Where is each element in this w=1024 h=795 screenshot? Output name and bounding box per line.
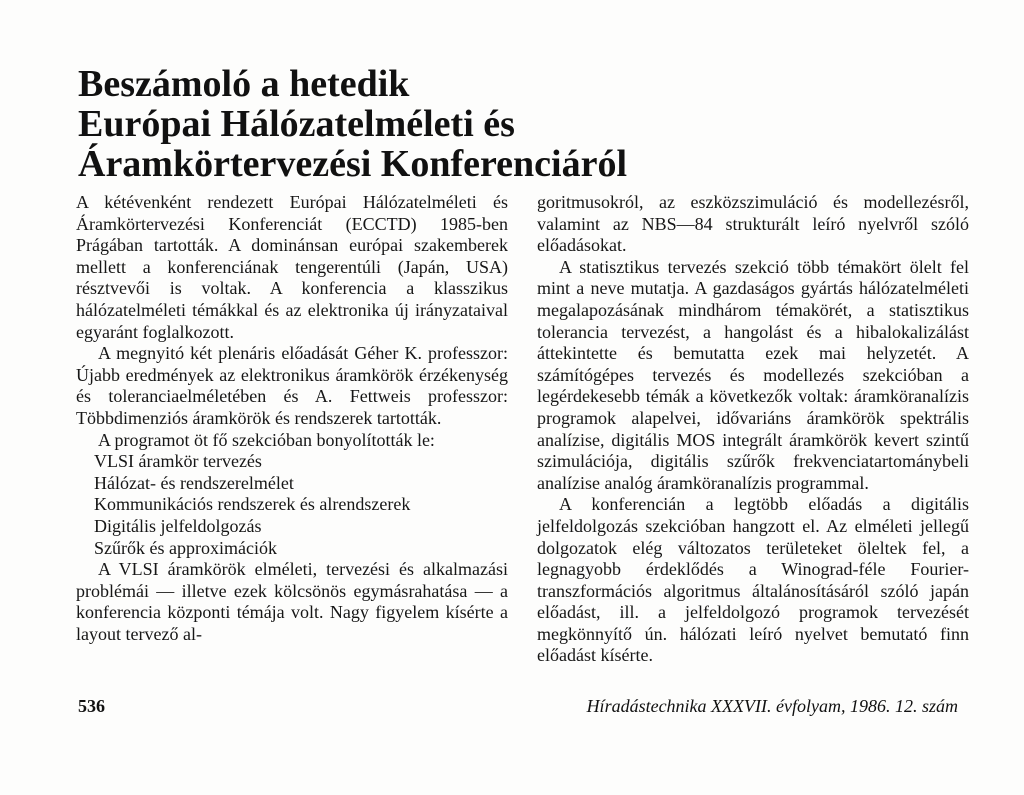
left-column <box>76 192 508 645</box>
page-number: 536 <box>78 696 105 716</box>
paragraph-plenary: A megnyitó két plenáris előadását Géher K. professzor: Újabb eredmények az elektronikus áramkörök érzékenység és toleranciaelméletében és A. Fettweis professzor: Többdimenziós áramkörök és rendszerek tartották. <box>76 343 508 428</box>
paragraph-continuation: goritmusokról, az eszközszimuláció és modellezésről, valamint az NBS—84 strukturált leíró nyelvről szóló előadásokat. <box>537 192 969 256</box>
journal-reference: Híradástechnika XXXVII. évfolyam, 1986. 12. szám <box>586 696 958 716</box>
paragraph-intro: A kétévenként rendezett Európai Hálózatelméleti és Áramkörtervezési Konferenciát (ECCTD) 1985-ben Prágában tartották. A dominánsan európai szakemberek mellett a konferenciának tengerentúli (Japán, USA) résztvevői is voltak. A konferencia a klasszikus hálózatelméleti témákkal és az elektronika új irányzataival egyaránt foglalkozott. <box>76 192 508 342</box>
list-item: VLSI áramkör tervezés <box>94 451 262 472</box>
paragraph-statistical-design: A statisztikus tervezés szekció több témakört ölelt fel mint a neve mutatja. A gazdaságos gyártás hálózatelméleti megalapozásának mindhárom témakörét, a statisztikus tolerancia tervezést, a hangolást és a hibalokalizálást áttekintette és bemutatta ezek mai helyzetét. A számítógépes tervezés és modellezés szekcióban a legérdekesebb témák a következők voltak: áramköranalízis programok alapelvei, idővariáns áramkörök spektrális analízise, digitális MOS integrált áramkörök kevert szintű szimulációja, digitális szűrők frekvenciatartománybeli analízise analóg áramköranalízis programmal. <box>537 256 969 493</box>
title-line-1: Beszámoló a hetedik <box>78 63 410 105</box>
paragraph-signal-processing: A konferencián a legtöbb előadás a digitális jelfeldolgozás szekcióban hangzott el. Az elméleti jellegű dolgozatok elég változatos területeket öleltek fel, a legnagyobb érdeklődés a Winograd-féle Fourier-transzformációs algoritmus általánosításáról szóló japán előadást, ill. a jelfeldolgozó programok tervezését megkönnyítő ún. hálózati leíró nyelvet bemutató finn előadást kísérte. <box>537 494 969 666</box>
title-line-3: Áramkörtervezési Konferenciáról <box>78 143 628 185</box>
title-line-2: Európai Hálózatelméleti és <box>78 103 515 145</box>
section-list <box>76 451 508 559</box>
list-item: Szűrők és approximációk <box>94 537 277 558</box>
list-item: Digitális jelfeldolgozás <box>94 515 262 536</box>
paragraph-sections-intro: A programot öt fő szekcióban bonyolították le: <box>98 429 435 450</box>
list-item: Kommunikációs rendszerek és alrendszerek <box>94 494 411 515</box>
right-column <box>537 192 969 667</box>
article-title <box>78 64 698 184</box>
paragraph-vlsi: A VLSI áramkörök elméleti, tervezési és alkalmazási problémái — illetve ezek kölcsönös egymásrahatása — a konferencia központi témája volt. Nagy figyelem kísérte a layout tervező al- <box>76 559 508 644</box>
list-item: Hálózat- és rendszerelmélet <box>94 472 294 493</box>
